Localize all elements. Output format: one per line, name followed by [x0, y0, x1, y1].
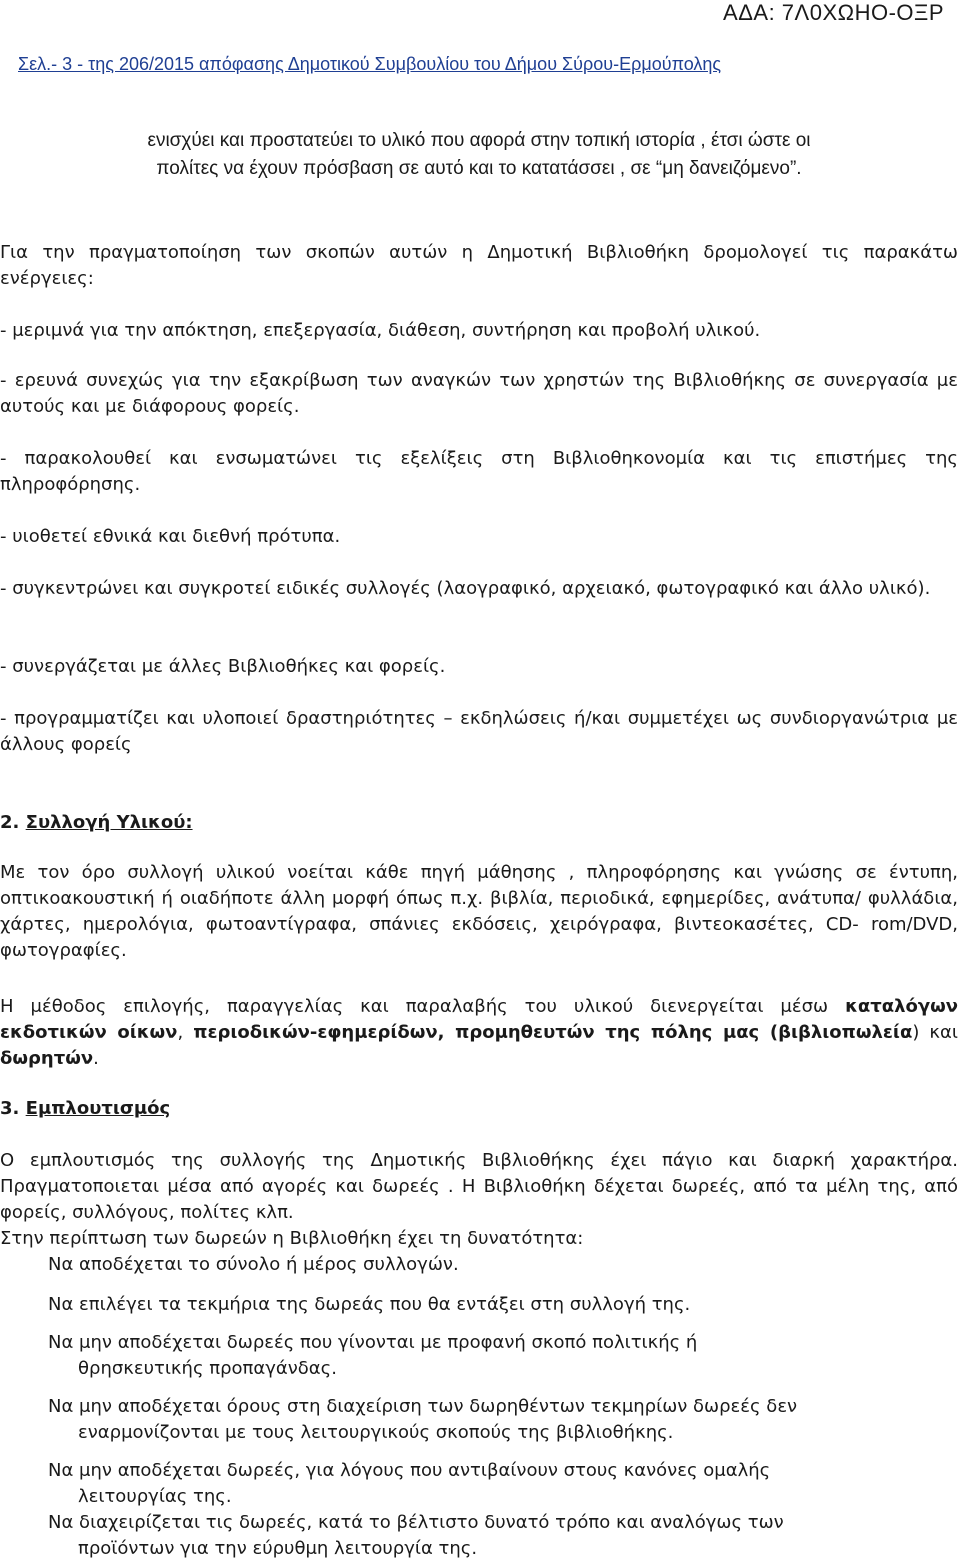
- para2-text: ) και: [912, 1022, 958, 1043]
- section-3-number: 3.: [0, 1098, 20, 1119]
- section-3-title: Εμπλουτισμός: [25, 1098, 171, 1119]
- option-line-continuation: προϊόντων για την εύρυθμη λειτουργία της.: [78, 1538, 478, 1559]
- section-3-para-1: Ο εμπλουτισμός της συλλογής της Δημοτικής Βιβλιοθήκης έχει πάγιο και διαρκή χαρακτήρα. Πραγματοποιεται μέσα από αγορές και δωρεές . Η Βιβλιοθήκη δέχεται δωρεές, από τα μέλη της, από φορείς, συλλόγους, πολίτες κλπ.: [0, 1150, 958, 1223]
- donation-option: [48, 1458, 928, 1510]
- action-item: - προγραμματίζει και υλοποιεί δραστηριότητες – εκδηλώσεις ή/και συμμετέχει ως συνδιοργανώτρια με άλλους φορείς: [0, 708, 958, 755]
- donation-option: [48, 1292, 928, 1318]
- section-2-title: Συλλογή Υλικού:: [25, 812, 193, 833]
- donation-option: [48, 1252, 928, 1278]
- section-2-para-1: Με τον όρο συλλογή υλικού νοείται κάθε πηγή μάθησης , πληροφόρησης και γνώσης σε έντυπη, οπτικοακουστική ή οιαδήποτε άλλη μορφή όπως π.χ. βιβλία, περιοδικά, εφημερίδες, ανάτυπα/ φυλλάδια, χάρτες, ημερολόγια, φωτοαντίγραφα, σπάνιες εκδόσεις, χειρόγραφα, βιντεοκασέτες, CD- rom/DVD, φωτογραφίες.: [0, 862, 958, 961]
- page-reference: Σελ.- 3 - της 206/2015 απόφασης Δημοτικού Συμβουλίου του Δήμου Σύρου-Ερμούπολης: [18, 54, 722, 74]
- para2-bold-periodicals: περιοδικών-εφημερίδων, προμηθευτών της πόλης μας (βιβλιοπωλεία: [193, 1022, 913, 1043]
- option-line-continuation: λειτουργίας της.: [78, 1486, 232, 1507]
- action-item: - μεριμνά για την απόκτηση, επεξεργασία, διάθεση, συντήρηση και προβολή υλικού.: [0, 320, 761, 341]
- para2-bold-donors: δωρητών: [0, 1048, 94, 1069]
- action-item: - ερευνά συνεχώς για την εξακρίβωση των αναγκών των χρηστών της Βιβλιοθήκης σε συνεργασία με αυτούς και με διάφορους φορείς.: [0, 370, 958, 417]
- actions-intro: Για την πραγματοποίηση των σκοπών αυτών η Δημοτική Βιβλιοθήκη δρομολογεί τις παρακάτω ενέργειες:: [0, 242, 958, 289]
- option-line: Να μην αποδέχεται δωρεές, για λόγους που αντιβαίνουν στους κανόνες ομαλής: [48, 1460, 771, 1481]
- para2-text: ,: [177, 1022, 194, 1043]
- ada-code: ΑΔΑ: 7Λ0ΧΩΗΟ-ΟΞΡ: [723, 0, 944, 25]
- action-item: - παρακολουθεί και ενσωματώνει τις εξελίξεις στη Βιβλιοθηκονομία και τις επιστήμες της πληροφόρησης.: [0, 448, 958, 495]
- option-line: Να διαχειρίζεται τις δωρεές, κατά το βέλτιστο δυνατό τρόπο και αναλόγως των: [48, 1512, 784, 1533]
- option-line: Να μην αποδέχεται δωρεές που γίνονται με προφανή σκοπό πολιτικής ή: [48, 1332, 698, 1353]
- intro-line-1: ενισχύει και προστατεύει το υλικό που αφορά στην τοπική ιστορία , έτσι ώστε οι: [147, 130, 811, 151]
- donation-option: [48, 1394, 928, 1446]
- donation-option: [48, 1510, 928, 1562]
- section-2-heading: [0, 810, 958, 836]
- para2-text: .: [93, 1048, 99, 1069]
- action-item: - συγκεντρώνει και συγκροτεί ειδικές συλλογές (λαογραφικό, αρχειακό, φωτογραφικό και άλλο υλικό).: [0, 578, 931, 599]
- para2-text: Η μέθοδος επιλογής, παραγγελίας και παραλαβής του υλικού διενεργείται μέσω: [0, 996, 846, 1017]
- option-line: Να αποδέχεται το σύνολο ή μέρος συλλογών.: [48, 1254, 459, 1275]
- option-line-continuation: θρησκευτικής προπαγάνδας.: [78, 1358, 337, 1379]
- option-line: Να μην αποδέχεται όρους στη διαχείριση των δωρηθέντων τεκμηρίων δωρεές δεν: [48, 1396, 798, 1417]
- para2-bold-catalogs: καταλόγων εκδοτικών οίκων: [0, 996, 958, 1043]
- option-line: Να επιλέγει τα τεκμήρια της δωρεάς που θα εντάξει στη συλλογή της.: [48, 1294, 691, 1315]
- action-item: - συνεργάζεται με άλλες Βιβλιοθήκες και φορείς.: [0, 656, 446, 677]
- section-2-para-2: [0, 994, 958, 1072]
- option-line-continuation: εναρμονίζονται με τους λειτουργικούς σκοπούς της βιβλιοθήκης.: [78, 1422, 674, 1443]
- donation-option: [48, 1330, 928, 1382]
- section-3-heading: [0, 1096, 958, 1122]
- action-item: - υιοθετεί εθνικά και διεθνή πρότυπα.: [0, 526, 341, 547]
- section-2-number: 2.: [0, 812, 20, 833]
- section-3-para-2: Στην περίπτωση των δωρεών η Βιβλιοθήκη έχει τη δυνατότητα:: [0, 1228, 584, 1249]
- intro-line-2: πολίτες να έχουν πρόσβαση σε αυτό και το κατατάσσει , σε “μη δανειζόμενο”.: [156, 158, 802, 179]
